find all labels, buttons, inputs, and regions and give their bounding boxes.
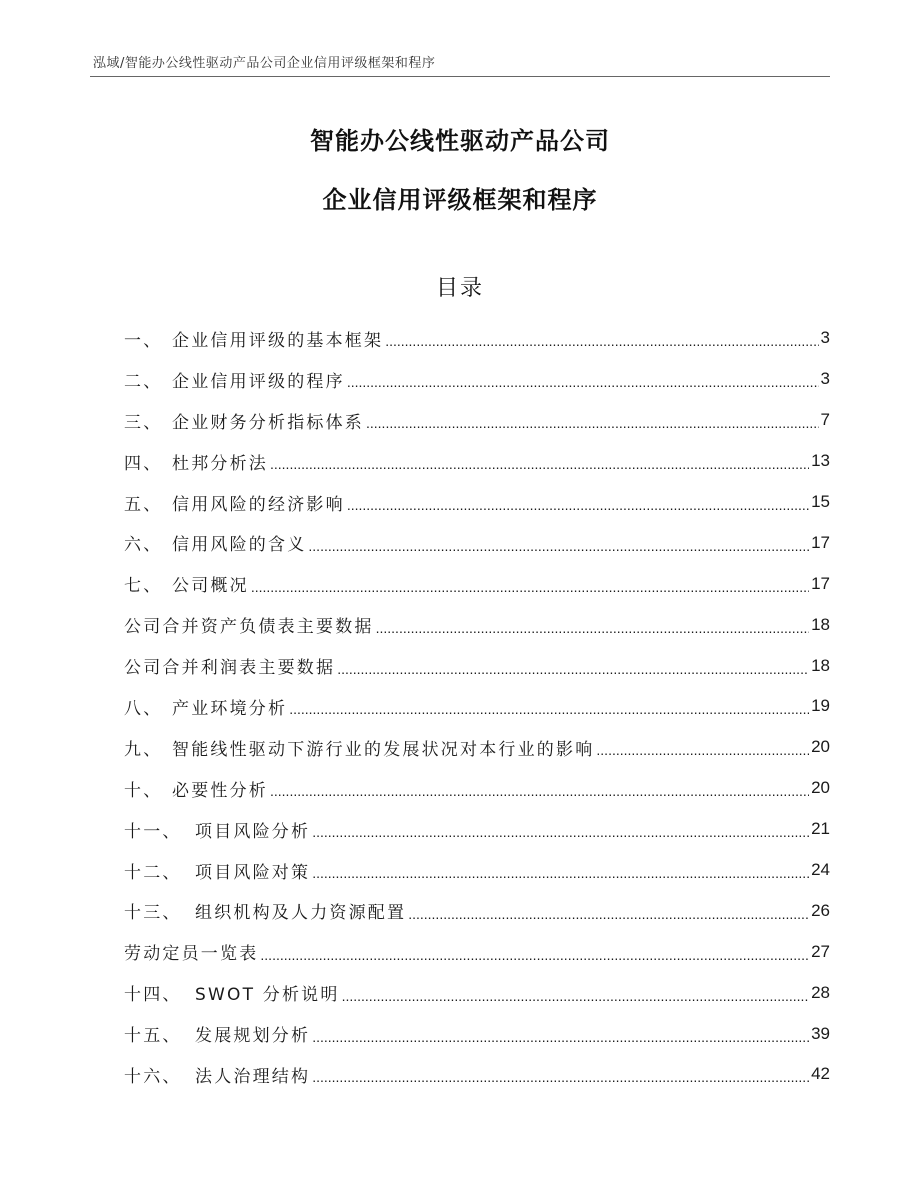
toc-entry-number: 八、 <box>124 698 163 719</box>
toc-entry[interactable] <box>124 1054 830 1095</box>
toc-entry-label: 企业信用评级的程序 <box>172 371 345 392</box>
toc-entry-label: 组织机构及人力资源配置 <box>195 903 407 924</box>
toc-entry-page: 19 <box>811 696 830 716</box>
toc-entry-number: 五、 <box>124 494 163 515</box>
toc-entry-label: 杜邦分析法 <box>172 453 268 474</box>
toc-entry-page: 20 <box>811 778 830 798</box>
toc-leader-dots <box>312 824 809 840</box>
toc-entry-page: 24 <box>811 860 830 880</box>
header-rule <box>90 76 830 77</box>
toc-entry-number: 十三、 <box>124 903 182 924</box>
toc-leader-dots <box>366 415 819 431</box>
toc-entry-number: 十、 <box>124 780 163 801</box>
toc-entry[interactable] <box>124 482 830 523</box>
toc-entry[interactable] <box>124 727 830 768</box>
toc-entry[interactable] <box>124 563 830 604</box>
toc-entry-label: 劳动定员一览表 <box>124 944 259 965</box>
toc-leader-dots <box>337 661 809 677</box>
toc-entry-label: 智能线性驱动下游行业的发展状况对本行业的影响 <box>172 739 595 760</box>
toc-leader-dots <box>289 701 809 717</box>
toc-entry-page: 26 <box>811 900 830 920</box>
table-of-contents <box>124 318 830 1095</box>
toc-entry-page: 17 <box>811 532 830 552</box>
document-title-line-1: 智能办公线性驱动产品公司 <box>310 127 610 155</box>
toc-leader-dots <box>312 1029 809 1045</box>
toc-entry-label: 项目风险对策 <box>195 862 311 883</box>
toc-entry[interactable] <box>124 1013 830 1054</box>
document-title-line-2: 企业信用评级框架和程序 <box>322 186 598 214</box>
toc-entry-page: 15 <box>811 492 830 511</box>
toc-entry[interactable] <box>124 768 830 809</box>
toc-entry-label: 项目风险分析 <box>195 821 311 842</box>
toc-entry-page: 17 <box>811 573 830 593</box>
toc-entry-number: 二、 <box>124 371 163 392</box>
toc-entry[interactable] <box>124 318 830 359</box>
toc-leader-dots <box>376 620 809 636</box>
toc-leader-dots <box>260 947 809 963</box>
toc-entry[interactable] <box>124 400 830 441</box>
toc-entry[interactable] <box>124 686 830 727</box>
toc-entry-number: 六、 <box>124 535 163 556</box>
toc-entry-number: 一、 <box>124 330 163 351</box>
toc-entry-page: 42 <box>811 1064 830 1084</box>
toc-entry[interactable] <box>124 931 830 972</box>
toc-entry-page: 21 <box>811 819 830 839</box>
toc-entry[interactable] <box>124 359 830 400</box>
toc-entry[interactable] <box>124 645 830 686</box>
toc-entry[interactable] <box>124 604 830 645</box>
toc-entry-label: 公司概况 <box>172 576 249 597</box>
toc-entry[interactable] <box>124 809 830 850</box>
toc-entry-number: 四、 <box>124 453 163 474</box>
toc-entry-number: 十一、 <box>124 821 182 842</box>
toc-entry-page: 20 <box>811 737 830 757</box>
toc-entry[interactable] <box>124 972 830 1013</box>
toc-leader-dots <box>270 783 809 799</box>
toc-entry-number: 十二、 <box>124 862 182 883</box>
running-header: 泓域/智能办公线性驱动产品公司企业信用评级框架和程序 <box>93 56 436 71</box>
toc-entry-number: 九、 <box>124 739 163 760</box>
toc-entry-label: 信用风险的含义 <box>172 535 307 556</box>
toc-entry-page: 3 <box>820 328 830 348</box>
toc-entry-page: 3 <box>820 369 830 389</box>
toc-leader-dots <box>312 1069 809 1085</box>
toc-leader-dots <box>308 538 809 554</box>
toc-entry-page: 39 <box>811 1023 830 1043</box>
toc-entry-number: 十六、 <box>124 1066 182 1087</box>
toc-leader-dots <box>347 374 819 390</box>
toc-entry-label: 发展规划分析 <box>195 1026 311 1047</box>
toc-entry[interactable] <box>124 850 830 891</box>
toc-entry-label: 必要性分析 <box>172 780 268 801</box>
toc-entry-page: 18 <box>811 614 830 634</box>
toc-entry-page: 28 <box>811 982 830 1002</box>
toc-entry-number: 七、 <box>124 576 163 597</box>
toc-leader-dots <box>385 333 818 349</box>
toc-entry-label: 公司合并资产负债表主要数据 <box>124 617 374 638</box>
toc-entry[interactable] <box>124 890 830 931</box>
toc-leader-dots <box>312 865 809 881</box>
toc-entry-number: 三、 <box>124 412 163 433</box>
toc-leader-dots <box>251 579 809 595</box>
toc-entry-label: 企业财务分析指标体系 <box>172 412 364 433</box>
toc-entry-page: 27 <box>811 941 830 961</box>
toc-entry-label: 企业信用评级的基本框架 <box>172 330 384 351</box>
toc-leader-dots <box>347 497 809 513</box>
toc-entry-label: SWOT 分析说明 <box>195 985 340 1006</box>
toc-entry-page: 13 <box>811 451 830 471</box>
toc-leader-dots <box>342 988 810 1004</box>
toc-entry-label: 法人治理结构 <box>195 1066 311 1087</box>
toc-entry-number: 十五、 <box>124 1026 182 1047</box>
toc-entry-number: 十四、 <box>124 985 182 1006</box>
toc-entry-page: 7 <box>820 410 830 430</box>
toc-leader-dots <box>408 906 809 922</box>
toc-entry-label: 产业环境分析 <box>172 698 288 719</box>
toc-entry-label: 信用风险的经济影响 <box>172 494 345 515</box>
toc-entry-page: 18 <box>811 655 830 675</box>
toc-leader-dots <box>270 456 809 472</box>
toc-entry-label: 公司合并利润表主要数据 <box>124 658 336 679</box>
toc-leader-dots <box>596 742 809 758</box>
toc-entry[interactable] <box>124 441 830 482</box>
toc-heading: 目录 <box>435 276 484 301</box>
toc-entry[interactable] <box>124 522 830 563</box>
